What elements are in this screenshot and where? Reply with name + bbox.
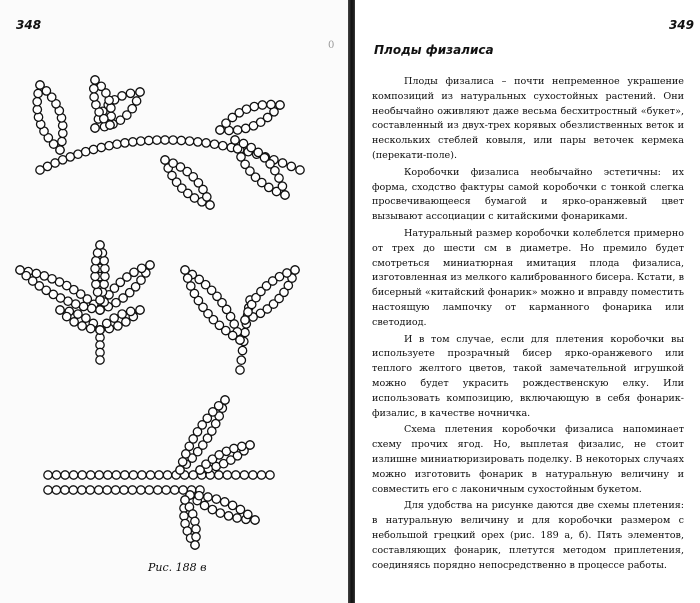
- bead: [267, 100, 275, 108]
- bead: [230, 444, 238, 452]
- bead: [228, 501, 236, 509]
- bead: [86, 486, 94, 494]
- bead: [137, 137, 145, 145]
- bead: [216, 126, 224, 134]
- paragraph: Натуральный размер коробочки колеблется примерно от трех до шести см в диаметре. Но премило будет смотреться миниатюрная имитация плода физалиса, изготовленная из мелкого калиброванного бисера. Кстати, в бисерный «китайский фонарик» можно и вправду поместить настоящую лампочку от карманного фонарика или светодиод.: [372, 227, 684, 328]
- bead: [122, 318, 130, 326]
- bead: [192, 525, 200, 533]
- bead: [146, 471, 154, 479]
- bead: [61, 471, 69, 479]
- bead: [91, 76, 99, 84]
- bead: [120, 486, 128, 494]
- bead: [154, 486, 162, 494]
- bead: [187, 282, 195, 290]
- bead: [242, 105, 250, 113]
- bead: [59, 129, 67, 137]
- bead: [103, 319, 111, 327]
- bead: [258, 101, 266, 109]
- bead: [79, 302, 87, 310]
- bead: [194, 138, 202, 146]
- bead: [78, 471, 86, 479]
- bead: [233, 126, 241, 134]
- bead: [251, 516, 259, 524]
- bead: [74, 310, 82, 318]
- bead: [283, 269, 291, 277]
- bead: [93, 249, 101, 257]
- bead: [105, 142, 113, 150]
- bead: [62, 312, 70, 320]
- bead: [111, 486, 119, 494]
- bead: [208, 505, 216, 513]
- bead: [215, 471, 223, 479]
- bead: [112, 471, 120, 479]
- bead: [44, 486, 52, 494]
- bead: [33, 105, 41, 113]
- bead: [155, 471, 163, 479]
- bead: [34, 89, 42, 97]
- bead: [203, 193, 211, 201]
- bead: [221, 396, 229, 404]
- bead: [246, 441, 254, 449]
- bead: [110, 314, 118, 322]
- bead: [90, 85, 98, 93]
- bead: [162, 486, 170, 494]
- bead: [128, 105, 136, 113]
- bead: [171, 486, 179, 494]
- bead: [169, 136, 177, 144]
- bead: [231, 136, 239, 144]
- bead: [238, 346, 246, 354]
- bead: [244, 510, 252, 518]
- bead: [176, 466, 184, 474]
- bead: [210, 140, 218, 148]
- bead: [90, 93, 98, 101]
- bead: [145, 136, 153, 144]
- bead: [221, 498, 229, 506]
- bead: [100, 257, 108, 265]
- bead: [265, 183, 273, 191]
- bead: [275, 174, 283, 182]
- bead: [276, 101, 284, 109]
- bead: [96, 326, 104, 334]
- bead: [236, 366, 244, 374]
- margin-mark: 0: [328, 40, 335, 51]
- bead: [161, 136, 169, 144]
- bead: [104, 471, 112, 479]
- bead: [82, 314, 90, 322]
- bead: [249, 471, 257, 479]
- paragraph: Для удобства на рисунке даются две схемы плетения: в натуральную величину и для коробочки размером с небольшой грецкий орех (рис. 189 а, б). Пять элементов, составляющих фонарик, плетутся методом приплетения, соединяясь порядно непосредственно в процессе работы.: [372, 500, 684, 571]
- bead: [278, 159, 286, 167]
- bead: [91, 272, 99, 280]
- bead: [238, 442, 246, 450]
- bead: [204, 493, 212, 501]
- bead: [113, 140, 121, 148]
- bead: [127, 307, 135, 315]
- bead: [200, 501, 208, 509]
- page-number-right: 349: [668, 18, 694, 32]
- bead: [296, 166, 304, 174]
- bead: [96, 306, 104, 314]
- bead: [132, 97, 140, 105]
- bead: [52, 471, 60, 479]
- bead: [287, 162, 295, 170]
- bead: [236, 505, 244, 513]
- bead: [100, 280, 108, 288]
- bead: [91, 124, 99, 132]
- bead: [212, 495, 220, 503]
- bead: [278, 182, 286, 190]
- bead: [95, 486, 103, 494]
- bead: [128, 486, 136, 494]
- bead: [185, 137, 193, 145]
- bead: [93, 288, 101, 296]
- bead: [232, 471, 240, 479]
- bead: [95, 471, 103, 479]
- bead: [136, 88, 144, 96]
- bead: [69, 486, 77, 494]
- bead: [96, 296, 104, 304]
- bead: [82, 148, 90, 156]
- bead: [118, 310, 126, 318]
- bead: [101, 272, 109, 280]
- bead: [138, 264, 146, 272]
- bead: [237, 356, 245, 364]
- bead-stem-with-loops: [44, 396, 274, 549]
- bead: [202, 139, 210, 147]
- bead: [56, 306, 64, 314]
- bead: [114, 322, 122, 330]
- bead: [240, 471, 248, 479]
- body-text: [372, 75, 684, 575]
- bead: [52, 486, 60, 494]
- bead: [216, 509, 224, 517]
- bead: [121, 471, 129, 479]
- bead: [129, 138, 137, 146]
- paragraph: Плоды физалиса – почти непременное украшение композиций из натуральных сухостойных растений. Они необычайно оживляют даже весьма бесхитростный «букет», составленный из двух-трех корявых обезлиственных веток и нескольких стеблей ковыля, или пары веточек кермека (перекати-поле).: [372, 76, 684, 161]
- bead: [78, 322, 86, 330]
- bead: [206, 201, 214, 209]
- bead: [126, 89, 134, 97]
- bead: [191, 541, 199, 549]
- bead: [103, 486, 111, 494]
- bead-two-leaf-sprig: [181, 266, 299, 374]
- paragraph: Коробочки физалиса необычайно эстетичны: их форма, сходство фактуры самой коробочки с тонкой слегка просвечивающееся бумагой и ярко-оранжевый цвет вызывают ассоциации с китайскими фонариками.: [372, 166, 684, 223]
- bead: [92, 101, 100, 109]
- bead: [291, 266, 299, 274]
- figure-caption: Рис. 188 в: [148, 561, 207, 574]
- paragraph: Схема плетения коробочки физалиса напоминает схему прочих ягод. Но, выплетая физалис, не стоит излишне миниатюризировать поделку. В некоторых случаях можно изготовить фонарик в натуральную величину и совместить его с лаконичным сухостойным букетом.: [372, 424, 684, 495]
- bead: [192, 533, 200, 541]
- bead: [138, 471, 146, 479]
- bead: [118, 92, 126, 100]
- bead: [78, 486, 86, 494]
- bead: [137, 486, 145, 494]
- bead: [130, 268, 138, 276]
- bead-branch-with-leaves: [33, 76, 304, 209]
- bead: [177, 136, 185, 144]
- bead: [242, 124, 250, 132]
- bead: [101, 264, 109, 272]
- bead: [241, 316, 249, 324]
- page-number-left: 348: [16, 18, 42, 32]
- bead: [129, 471, 137, 479]
- bead: [88, 304, 96, 312]
- bead: [91, 264, 99, 272]
- bead: [92, 257, 100, 265]
- bead: [70, 318, 78, 326]
- bead: [92, 280, 100, 288]
- bead: [266, 471, 274, 479]
- bead-three-leaf-sprig: [16, 241, 154, 364]
- bead: [239, 139, 247, 147]
- section-title: Плоды физалиса: [374, 43, 494, 57]
- bead: [145, 486, 153, 494]
- bead: [136, 306, 144, 314]
- bead: [250, 102, 258, 110]
- bead: [44, 471, 52, 479]
- bead: [96, 241, 104, 249]
- bead: [97, 143, 105, 151]
- bead: [87, 471, 95, 479]
- paragraph: И в том случае, если для плетения коробочки вы используете прозрачный бисер ярко-оранжевого или теплого желтого цветов, такой замечательной игрушкой можно будет украсить рождественскую елку. Или использовать композицию, включающую в себя фонарик-физалис, в качестве ночничка.: [372, 333, 684, 419]
- bead: [40, 272, 48, 280]
- bead: [161, 156, 169, 164]
- bead: [107, 104, 115, 112]
- bead: [219, 142, 227, 150]
- bead: [181, 266, 189, 274]
- bead: [36, 81, 44, 89]
- bead: [96, 356, 104, 364]
- bead: [179, 458, 187, 466]
- bead: [153, 136, 161, 144]
- bead: [233, 514, 241, 522]
- bead: [58, 137, 66, 145]
- bead: [223, 471, 231, 479]
- bead: [195, 492, 203, 500]
- bead: [281, 191, 289, 199]
- bead: [87, 324, 95, 332]
- bead: [184, 274, 192, 282]
- bead: [33, 98, 41, 106]
- bead: [89, 145, 97, 153]
- bead: [163, 471, 171, 479]
- bead: [69, 471, 77, 479]
- bead: [121, 139, 129, 147]
- bead: [61, 486, 69, 494]
- bead: [146, 261, 154, 269]
- bead: [16, 266, 24, 274]
- bead: [257, 471, 265, 479]
- bead: [224, 512, 232, 520]
